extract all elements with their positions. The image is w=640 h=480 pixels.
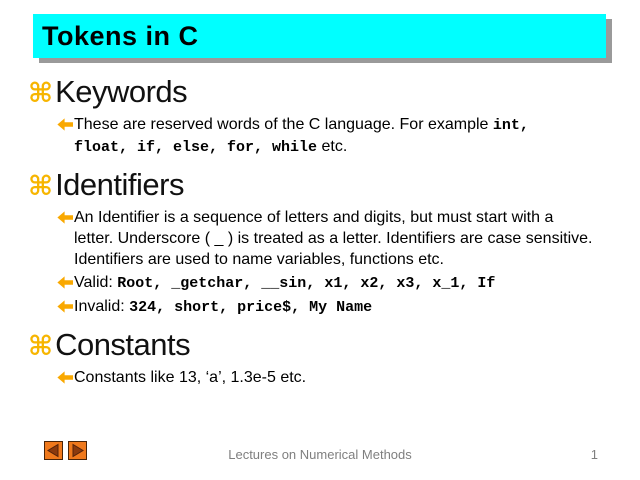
footer-title: Lectures on Numerical Methods: [228, 447, 412, 462]
section-heading: [28, 167, 614, 205]
command-bullet-icon: ⌘: [28, 171, 54, 202]
section-heading-label: Identifiers: [55, 167, 184, 202]
bullet-item: [57, 114, 614, 158]
arrow-left-icon: [57, 211, 73, 224]
command-bullet-icon: ⌘: [28, 331, 54, 362]
bullet-item: [57, 272, 614, 294]
slide-title-bar: [33, 14, 606, 58]
section-keywords: [28, 74, 614, 158]
arrow-left-icon: [57, 118, 73, 131]
bullet-text: Valid: Root, _getchar, __sin, x1, x2, x3, x_1, If: [74, 274, 496, 292]
bullet-item: [57, 296, 614, 318]
bullet-text: An Identifier is a sequence of letters and digits, but must start with a letter. Underscore ( _ ) is treated as a letter. Identifiers are case sensitive. Identifiers are used to name variables, functions etc.: [74, 209, 593, 268]
footer-page-number: 1: [590, 447, 598, 462]
arrow-left-icon: [57, 276, 73, 289]
section-heading-label: Keywords: [55, 74, 188, 109]
section-heading-label: Constants: [55, 327, 191, 362]
bullet-item: [57, 207, 614, 270]
bullet-text: Invalid: 324, short, price$, My Name: [74, 298, 373, 316]
slide-content: [28, 74, 614, 388]
bullet-list: [57, 367, 614, 388]
arrow-left-icon: [57, 300, 73, 313]
section-identifiers: [28, 167, 614, 318]
section-constants: [28, 327, 614, 388]
page-title: Tokens in C: [42, 20, 199, 51]
section-heading: [28, 327, 614, 365]
command-bullet-icon: ⌘: [28, 78, 54, 109]
arrow-left-icon: [57, 371, 73, 384]
bullet-text: These are reserved words of the C language. For example int, float, if, else, for, while etc.: [74, 116, 529, 156]
section-heading: [28, 74, 614, 112]
bullet-text: Constants like 13, ‘a’, 1.3e-5 etc.: [74, 369, 307, 386]
bullet-list: [57, 114, 614, 158]
bullet-list: [57, 207, 614, 318]
bullet-item: [57, 367, 614, 388]
